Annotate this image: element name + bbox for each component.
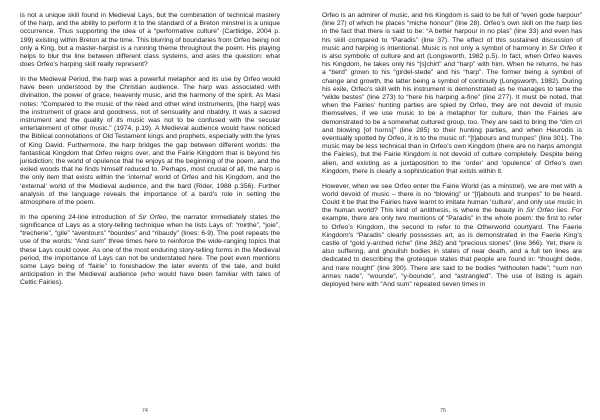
- paragraph: In the opening 24-line introduction of Sir Orfeo, the narrator immediately states the significance of Lays as a story-telling technique when he lists Lays of: “mirthe”, “joie”, “trecherie”, “gile” “aventours” “bourdes” and “ribaudy” (lines: 6-9). The poet repeats the use of the words: “And sum” three times here to reinforce the wide-ranging topics that these Lays could cover. As one of the most enduring story-telling forms in the Medieval period, the importance of Lays can not be understated here. The poet even mentions some Lays being of “fairie” to foreshadow the later events of the tale, and build anticipation in the Medieval audience (who would have been familiar with tales of Celtic Fairies).: [20, 213, 280, 287]
- paragraph: Orfeo is an admirer of music, and his Kingdom is said to be full of “everi gode harpour” (line 27) of which he places “miche honour” (line 28). Orfeo’s own skill on the harp lies in the fact that there is said to be: “A better harpour in no plas” (line 33) and even has his skill compared to “Paradis” (line 37). The effect of this sustained discussion of music and harping is intentional. Music is not only a symbol of harmony in Sir Orfeo it is also symbolic of culture and art (Longsworth, 1982 p.5). In fact, when Orfeo leaves his Kingdom, he takes only his “[s]chirt” and “harp” with him. When he returns, he has a “berd” grown to his “girdel-stede” and his “harp”. The former being a symbol of change and growth, the latter being a symbol of continuity (Longsworth, 1982). During his exile, Orfeo’s skill with his instrument is demonstrated as he manages to tame the “wilde bestes” (line 273) to “here his harping a-fine” (line 277). It must be noted, that when the Fairies’ hunting parties are spied by Orfeo, they are not devoid of music themselves, if we use music to be a metaphor for culture, then the Fairies are demonstrated to be a somewhat cultured group, too. They are said to bring the “dim cri and blowing [of horns]” (line 285) to their hunting parties, and when Heurodis is eventually spotted by Orfeo, it is to the music of: “[t]abours and trunpes” (line 301). The music may be less technical than in Orfeo’s own Kingdom (there are no harps amongst the Fairies), but the Fairie Kingdom is not devoid of culture completely. Despite being alien, and existing as a juxtaposition to the ‘order’ and ‘opulence’ of Orfeo’s own Kingdom, there is clearly a sophistication that exists within it.: [322, 12, 582, 175]
- right-page: [300, 0, 600, 420]
- paragraph: However, when we see Orfeo enter the Fairie World (as a minstrel), we are met with a world devoid of music – there is no “blowing” or “[t]abouts and trunpes” to be heard. Could it be that the Fairies have learnt to imitate human ‘culture’, and only use music in the human world? This kind of antithesis, is where the beauty in Sir Orfeo lies. For example, there are only two mentions of “Paradis” in the whole poem: the first to refer to Orfeo’s Kingdom, the second to refer to the Otherworld courtyard. The Faerie Kingdom’s “Paradis” clearly possesses art, as is demonstrated in the Faerie King’s castle of “gold y-arched riche” (line 362) and “precious stones” (line 366). Yet, there is also suffering, and ghoulish bodies in states of near death, and a full ten lines are dedicated to describing the grotesque states that people are found in: “thought dede, and nare nought” (line 390). There are said to be bodies “withouten hade”; “sum non armes nade”, “wounde”, “y-bounde”, and “astrangled”. The use of listing is again deployed here with “And sum” repeated seven times in: [322, 182, 582, 289]
- paragraph: In the Medieval Period, the harp was a powerful metaphor and its use by Orfeo would have been understood by the Christian audience. The harp was associated with divination, the power of grace, heavenly music, and the harmony of the spirit. As Masi notes: “Compared to the music of the reed and other wind instruments, [the harp] was the instrument of grace and goodness, not of sensuality and ribaldry. It was a sacred instrument and the quality of its music was not to be confused with the secular entertainment of other music.” (1974, p.19). A Medieval audience would have noticed the Biblical connotations of Old Testament kings and prophets, especially with the lyres of King David. Furthermore, the harp bridges the gap between different worlds: the fantastical Kingdom that Orfeo reigns over, and the Fairie Kingdom that is beyond his jurisdiction; the world of opulence that he enjoys at the beginning of the poem, and the exiled woods that he finds himself reduced to. Perhaps, most crucial of all, the harp is the only item that exists within the ‘internal’ world of Orfeo and his Kingdom, and the ‘external’ world of the Medieval audience, and the bard (Rider, 1988 p.356). Further analysis of the language reveals the importance of a bard’s role in setting the atmosphere of the poem.: [20, 76, 280, 207]
- right-page-text: [322, 12, 582, 289]
- page-number: 75: [440, 408, 447, 414]
- left-page-text: [20, 12, 280, 288]
- page-number: 74: [141, 408, 148, 414]
- paragraph: is not a unique skill found in Medieval Lays, but the combination of technical mastery of the harp, and the ability to perform it to the standard of a Breton minstrel is a unique occurrence. Thus supporting the idea of a “performative culture” (Cartlidge, 2004 p. 199) existing within Breton at the time. This blurring of boundaries from Orfeo being not only a King, but a master-harpist is a running theme throughout the poem. His playing helps to blur the line between different class systems, and asks the question: what does Orfeo’s harping skill really represent?: [20, 12, 280, 69]
